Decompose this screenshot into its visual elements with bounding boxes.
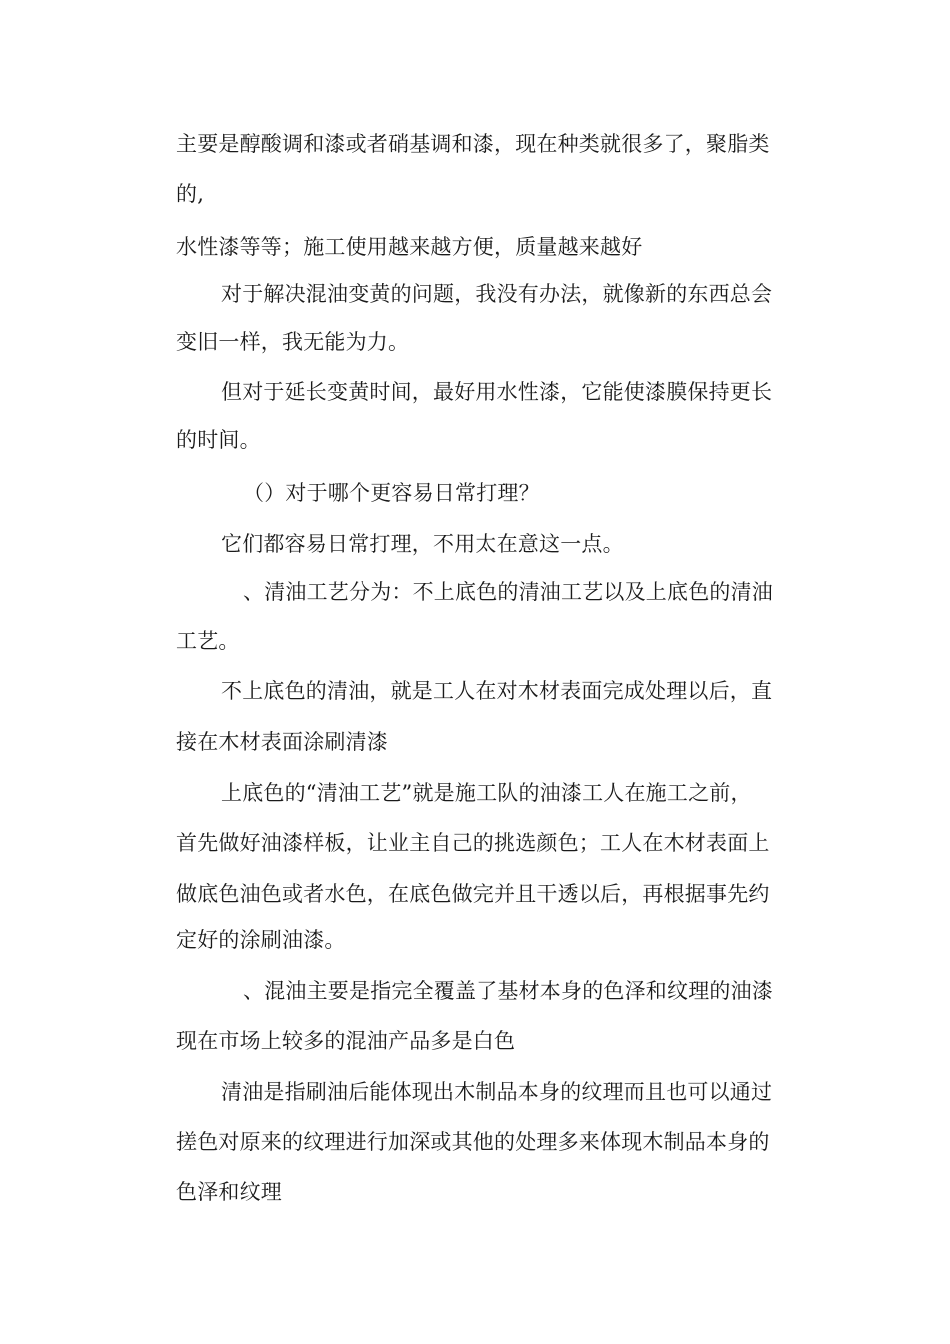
text-line: 工艺。 <box>176 629 240 653</box>
text-line: 、混油主要是指完全覆盖了基材本身的色泽和纹理的油漆 <box>243 979 773 1003</box>
text-line: 首先做好油漆样板，让业主自己的挑选颜色；工人在木材表面上 <box>176 831 770 855</box>
text-line: 、清油工艺分为：不上底色的清油工艺以及上底色的清油 <box>243 580 773 604</box>
text-line: 对于解决混油变黄的问题，我没有办法，就像新的东西总会 <box>221 282 773 306</box>
text-line: 接在木材表面涂刷清漆 <box>176 730 388 754</box>
text-line: 主要是醇酸调和漆或者硝基调和漆，现在种类就很多了，聚脂类 <box>176 132 770 156</box>
text-line: 它们都容易日常打理，不用太在意这一点。 <box>221 532 624 556</box>
text-line: 色泽和纹理 <box>176 1180 282 1204</box>
text-line: 上底色的“清油工艺”就是施工队的油漆工人在施工之前， <box>221 781 752 805</box>
text-line: 的, <box>176 182 205 206</box>
text-line: 清油是指刷油后能体现出木制品本身的纹理而且也可以通过 <box>221 1080 773 1104</box>
text-line: 变旧一样，我无能为力。 <box>176 330 410 354</box>
text-line: 做底色油色或者水色，在底色做完并且干透以后，再根据事先约 <box>176 882 770 906</box>
text-line: 的时间。 <box>176 428 261 452</box>
text-line: （）对于哪个更容易日常打理？ <box>243 481 540 505</box>
text-line: 定好的涂刷油漆。 <box>176 928 346 952</box>
text-line: 水性漆等等；施工使用越来越方便，质量越来越好 <box>176 235 643 259</box>
text-line: 搓色对原来的纹理进行加深或其他的处理多来体现木制品本身的 <box>176 1130 770 1154</box>
text-line: 现在市场上较多的混油产品多是白色 <box>176 1029 516 1053</box>
text-line: 不上底色的清油，就是工人在对木材表面完成处理以后，直 <box>221 679 773 703</box>
text-line: 但对于延长变黄时间，最好用水性漆，它能使漆膜保持更长 <box>221 380 773 404</box>
